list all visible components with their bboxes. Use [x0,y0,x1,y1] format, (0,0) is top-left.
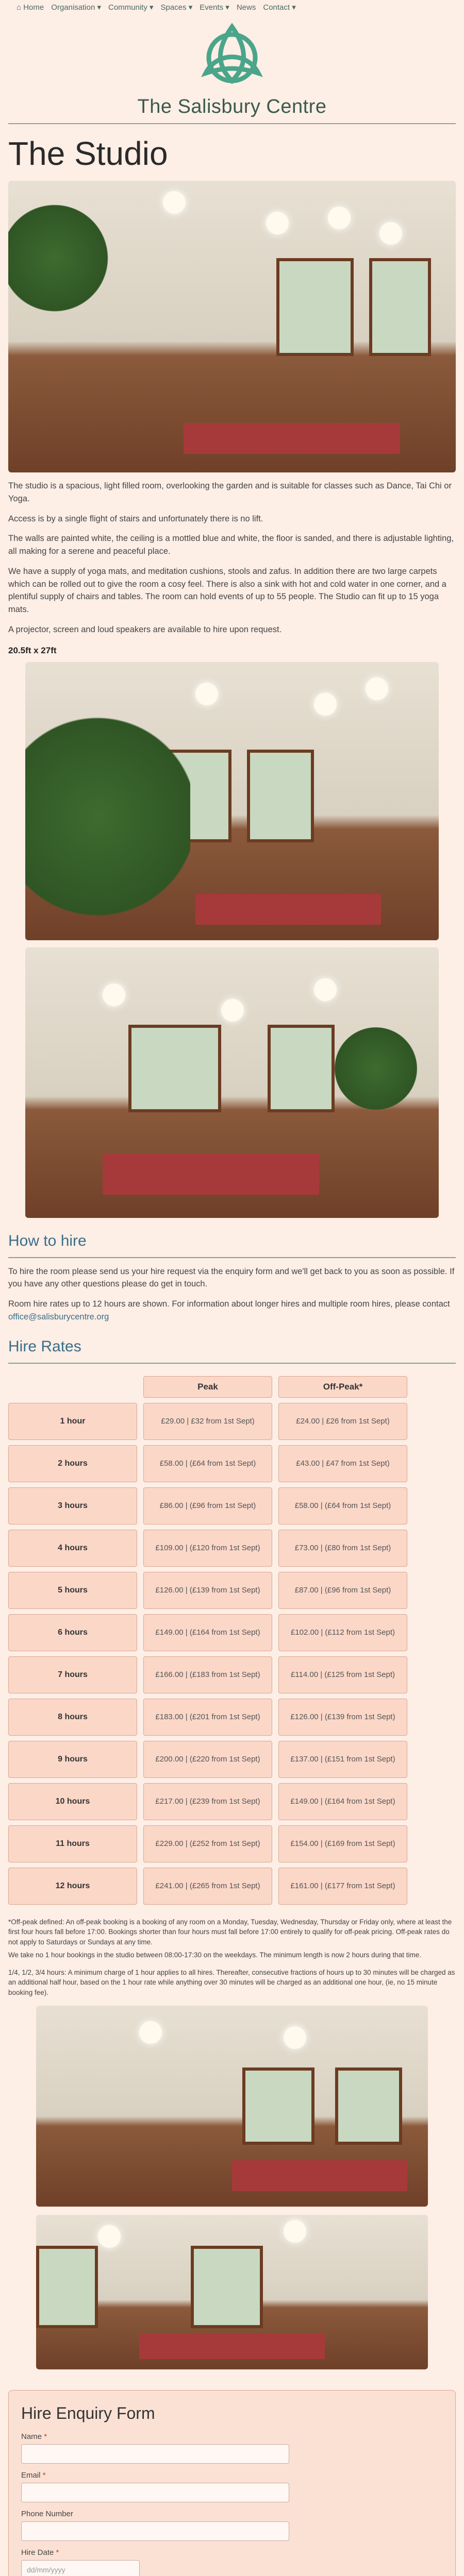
peak-rate: £217.00 | (£239 from 1st Sept) [143,1783,272,1820]
offpeak-rate: £161.00 | (£177 from 1st Sept) [278,1868,407,1905]
page-title: The Studio [8,135,168,172]
date-label [21,2548,443,2557]
hire-enquiry-form [8,2390,456,2576]
offpeak-rate: £102.00 | (£112 from 1st Sept) [278,1614,407,1651]
row-label: 4 hours [8,1530,137,1567]
row-label: 3 hours [8,1487,137,1524]
nav-home[interactable]: ⌂ Home [16,3,44,12]
hire-rates-info [8,1298,456,1324]
peak-rate: £166.00 | (£183 from 1st Sept) [143,1656,272,1693]
offpeak-rate: £154.00 | (£169 from 1st Sept) [278,1825,407,1862]
offpeak-rate: £87.00 | (£96 from 1st Sept) [278,1572,407,1609]
row-label: 10 hours [8,1783,137,1820]
email-field[interactable] [21,2483,289,2502]
how-to-hire-heading: How to hire [8,1232,87,1249]
table-row [8,1530,407,1567]
nav-events[interactable]: Events ▾ [200,3,229,12]
table-row [8,1783,407,1820]
offpeak-rate: £114.00 | (£125 from 1st Sept) [278,1656,407,1693]
table-row [8,1825,407,1862]
nav-organisation[interactable]: Organisation ▾ [51,3,101,12]
name-label-text: Name [21,2432,42,2442]
room-dimensions: 20.5ft x 27ft [8,645,57,655]
intro-text-1: The studio is a spacious, light filled room, overlooking the garden and is suitable for classes such as Dance, Tai Chi or Yoga. [8,481,452,503]
office-email-link[interactable]: office@salisburycentre.org [8,1312,109,1321]
studio-photo-5 [36,2215,428,2369]
intro-text-3: The walls are painted white, the ceiling is a mottled blue and white, the floor is sanded, and there is adjustable lighting, all making for a serene and peaceful place. [8,534,454,556]
phone-field[interactable] [21,2521,289,2541]
required-marker: * [42,2471,46,2480]
offpeak-rate: £43.00 | £47 from 1st Sept) [278,1445,407,1482]
row-label: 7 hours [8,1656,137,1693]
hire-rates-info-text: Room hire rates up to 12 hours are shown. For information about longer hires and multiple room hires, please contact [8,1299,450,1309]
studio-photo-1 [8,181,456,472]
table-row [8,1614,407,1651]
peak-rate: £29.00 | £32 from 1st Sept) [143,1403,272,1440]
header-divider [8,123,456,124]
table-corner [8,1376,137,1398]
studio-photo-2 [25,662,439,940]
nav-spaces[interactable]: Spaces ▾ [160,3,193,12]
peak-rate: £241.00 | (£265 from 1st Sept) [143,1868,272,1905]
col-header-offpeak: Off-Peak* [278,1376,407,1398]
table-row [8,1445,407,1482]
table-row [8,1699,407,1736]
how-to-hire-text: To hire the room please send us your hire request via the enquiry form and we'll get back to you as soon as possible. If you have any other questions please do get in touch. [8,1266,455,1289]
date-label-text: Hire Date [21,2548,54,2557]
peak-rate: £58.00 | (£64 from 1st Sept) [143,1445,272,1482]
row-label: 8 hours [8,1699,137,1736]
email-label-text: Email [21,2471,41,2480]
offpeak-rate: £149.00 | (£164 from 1st Sept) [278,1783,407,1820]
top-nav [8,0,456,14]
studio-photo-4 [36,2006,428,2207]
hire-rates-heading: Hire Rates [8,1337,81,1355]
peak-rate: £183.00 | (£201 from 1st Sept) [143,1699,272,1736]
hire-date-field[interactable] [21,2560,140,2576]
offpeak-rate: £58.00 | (£64 from 1st Sept) [278,1487,407,1524]
required-marker: * [44,2432,47,2442]
intro-text-4: We have a supply of yoga mats, and meditation cushions, stools and zafus. In addition there are two large carpets which can be rolled out to give the room a cosy feel. There is also a sink with hot and cold water in one corner, and a plentiful supply of chairs and tables. The room can hold events of up to 55 people. The Studio can fit up to 15 yoga mats. [8,566,446,614]
offpeak-rate: £73.00 | (£80 from 1st Sept) [278,1530,407,1567]
celtic-knot-icon [193,18,271,95]
studio-photo-3 [25,947,439,1218]
site-logo[interactable] [8,18,456,118]
table-row [8,1403,407,1440]
table-row [8,1741,407,1778]
row-label: 2 hours [8,1445,137,1482]
intro-text-2: Access is by a single flight of stairs and unfortunately there is no lift. [8,514,263,523]
offpeak-rate: £137.00 | (£151 from 1st Sept) [278,1741,407,1778]
table-row [8,1487,407,1524]
offpeak-rate: £24.00 | £26 from 1st Sept) [278,1403,407,1440]
offpeak-rate: £126.00 | (£139 from 1st Sept) [278,1699,407,1736]
email-label [21,2471,443,2480]
required-marker: * [56,2548,59,2557]
row-label: 1 hour [8,1403,137,1440]
nav-news[interactable]: News [236,3,256,12]
intro-text-5: A projector, screen and loud speakers are available to hire upon request. [8,624,282,634]
row-label: 12 hours [8,1868,137,1905]
col-header-peak: Peak [143,1376,272,1398]
nav-contact[interactable]: Contact ▾ [263,3,296,12]
row-label: 9 hours [8,1741,137,1778]
nav-community[interactable]: Community ▾ [108,3,154,12]
form-heading: Hire Enquiry Form [21,2404,155,2423]
fraction-hours-note: 1/4, 1/2, 3/4 hours: A minimum charge of 1 hour applies to all hires. Thereafter, consecutive fractions of hours up to 30 minutes will be charged as an additional half hour, based on the 1 hour rate while anything over 30 minutes will be charged as an additional one hour, (ie, no 15 minute booking fee). [8,1968,455,1996]
hire-date-placeholder: dd/mm/yyyy [27,2566,65,2574]
row-label: 11 hours [8,1825,137,1862]
table-row [8,1572,407,1609]
peak-rate: £200.00 | (£220 from 1st Sept) [143,1741,272,1778]
peak-rate: £149.00 | (£164 from 1st Sept) [143,1614,272,1651]
peak-rate: £126.00 | (£139 from 1st Sept) [143,1572,272,1609]
studio-booking-note: We take no 1 hour bookings in the studio between 08:00-17:30 on the weekdays. The minimum length is now 2 hours during that time. [8,1951,421,1959]
row-label: 6 hours [8,1614,137,1651]
table-row [8,1868,407,1905]
peak-rate: £109.00 | (£120 from 1st Sept) [143,1530,272,1567]
peak-rate: £86.00 | (£96 from 1st Sept) [143,1487,272,1524]
name-label [21,2432,443,2441]
site-name: The Salisbury Centre [137,96,327,117]
row-label: 5 hours [8,1572,137,1609]
hire-rates-table [2,1371,413,1910]
phone-label: Phone Number [21,2510,73,2519]
section-divider [8,1257,456,1258]
peak-rate: £229.00 | (£252 from 1st Sept) [143,1825,272,1862]
name-field[interactable] [21,2444,289,2464]
offpeak-note: *Off-peak defined: An off-peak booking is a booking of any room on a Monday, Tuesday, Wednesday, Thursday or Friday only, where at least the first four hours fall before 17:00. Bookings shorter than four hours must fall before 17:00 entirely to qualify for off-peak pricing. Off-peak rates do not apply to Saturdays or Sundays at any time. [8,1918,452,1946]
table-row [8,1656,407,1693]
section-divider [8,1363,456,1364]
